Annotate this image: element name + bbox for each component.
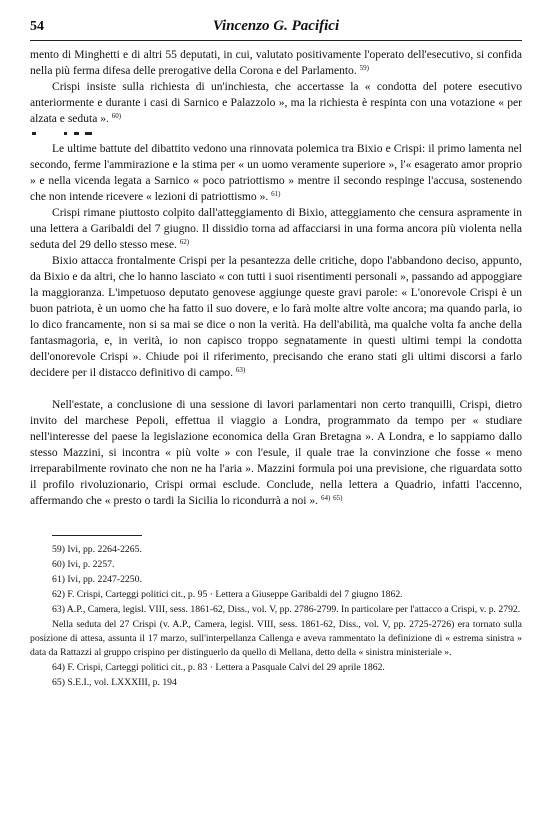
body-text [30, 47, 522, 509]
note-ref[interactable]: 61) [271, 190, 281, 198]
running-title: Vincenzo G. Pacifici [212, 18, 340, 34]
footnote: 60) Ivi, p. 2257. [52, 559, 115, 570]
paragraph: mento di Minghetti e di altri 55 deputati, in cui, valutato positivamente l'operato dell'esecutivo, si confida nella più ferma difesa delle prerogative della Corona e del Parlamento. $^{59)}$ [30, 49, 522, 77]
page-number: 54 [30, 19, 44, 34]
footnote: Nella seduta del 27 Crispi (v. A.P., Camera, legisl. VIII, sess. 1861-62, Diss., vol. V, pp. 2725-2726) era tornato sulla posizione di attesa, assunta il 17 marzo, sull'interpellanza Callenga e aveva rammentato la definizione di « estrema sinistra » data da Rattazzi al gruppo crispino per distinguerlo da quello di Mellana, detto della « sinistra ministeriale ». [30, 619, 522, 658]
footnote: 65) S.E.I., vol. LXXXIII, p. 194 [52, 677, 177, 688]
note-ref[interactable]: 63) [235, 366, 246, 374]
footnote: 59) Ivi, pp. 2264-2265. [52, 544, 142, 555]
footnote-rule [52, 535, 142, 536]
running-header [30, 18, 522, 41]
paragraph: Nell'estate, a conclusione di una sessione di lavori parlamentari non certo tranquilli, Crispi, dietro invito del marchese Pepoli, effettua il viaggio a Londra, programmato da tempo per « studiare nell'interesse del paese la legislazione economica della Gran Bretagna ». A Londra, e lo sappiamo dallo stesso Mazzini, si incontra « più volte » con l'esule, il quale trae la convinzione che fosse « meno irreparabilmente rovinato che non ne ha l'aria ». Mazzini formula poi una previsione, che riguardata sotto il profilo rivoluzionario, Crispi ormai esclude. Conclude, nella lettera a Quadrio, infatti l'accenno, affermando che « presto o tardi la Sicilia lo ricondurrà a noi ». $^{64)}$ $^{65)}$ [30, 399, 522, 507]
footnote: 62) F. Crispi, Carteggi politici cit., p. 95 · Lettera a Giuseppe Garibaldi del 7 giugno 1862. [52, 589, 403, 600]
paragraph: Crispi rimane piuttosto colpito dall'atteggiamento di Bixio, atteggiamento che censura aspramente in una lettera a Garibaldi del 7 giugno. Il dissidio torna ad affacciarsi in una forma ancora più violenta nella seduta del 29 dello stesso mese. $^{62)}$ [30, 207, 522, 251]
note-ref[interactable]: 59) [359, 64, 369, 72]
footnote: 64) F. Crispi, Carteggi politici cit., p. 83 · Lettera a Pasquale Calvi del 29 aprile 1862. [52, 662, 385, 673]
note-ref[interactable]: 64) [320, 494, 331, 502]
note-ref[interactable]: 65) [333, 494, 343, 502]
footnote: 63) A.P., Camera, legisl. VIII, sess. 1861-62, Diss., vol. V, pp. 2786-2799. In particolare per l'attacco a Crispi, v. p. 2792. [52, 604, 521, 615]
paragraph: Crispi insiste sulla richiesta di un'inchiesta, che accertasse la « condotta del potere esecutivo anteriormente e durante i casi di Sarnico e Palazzolo », ma la richiesta è respinta con una votazione « per alzata e seduta ». $^{60)}$ [30, 81, 522, 125]
note-ref[interactable]: 60) [111, 112, 122, 120]
book-page [30, 18, 522, 818]
footnotes [30, 543, 522, 690]
paragraph: Bixio attacca frontalmente Crispi per la pesantezza delle critiche, dopo l'abbandono deciso, appunto, da Bixio e da altri, che lo hanno lasciato « con tutti i suoi risentimenti personali », passando ad appoggiare la maggioranza. L'impetuoso deputato genovese aggiunge queste gravi parole: « L'onorevole Crispi è un buon patriota, è un uomo che ha fatto il suo dovere, e lo farà molte altre volte ancora; ma quando parla, io lo dico francamente, non si sa mai se dice o non la verità. Ha dell'abilità, ma qualche volta fa anche della fantasmagoria, e, in verità, io non capisco troppo segnatamente in questi ultimi tempi la condotta dell'onorevole Crispi ». Chiude poi il riferimento, precisando che erano stati gli ultimi discorsi a farlo decidere per il distacco definitivo di campo. $^{63)}$ [30, 255, 522, 379]
note-ref[interactable]: 62) [179, 238, 190, 246]
paragraph: Le ultime battute del dibattito vedono una rinnovata polemica tra Bixio e Crispi: il primo lamenta nel secondo, ferme l'ammirazione e la stima per « un uomo veramente superiore », l'« esagerato amor proprio » e nella vicenda legata a Sarnico « poco patriottismo » mentre il secondo respinge l'accusa, sostenendo che non intende ricevere « lezioni di patriottismo ». $^{61)}$ [30, 143, 522, 203]
printer-marks [30, 127, 522, 141]
footnote: 61) Ivi, pp. 2247-2250. [52, 574, 142, 585]
